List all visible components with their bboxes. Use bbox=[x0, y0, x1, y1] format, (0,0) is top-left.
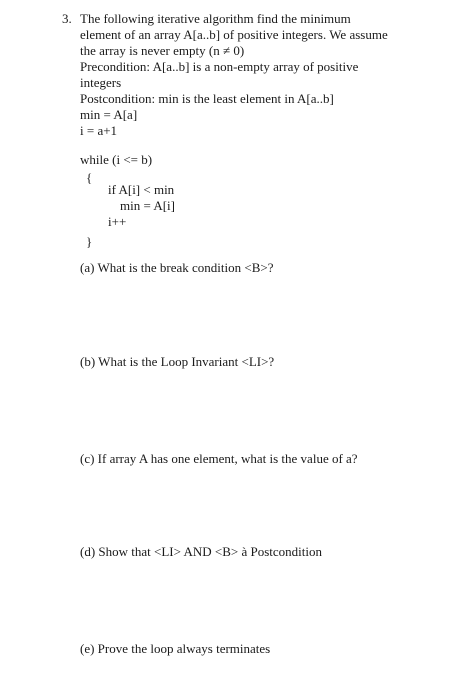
intro-line-2: element of an array A[a..b] of positive integers. We assume bbox=[80, 27, 388, 42]
close-brace: } bbox=[86, 234, 93, 249]
init-min-line: min = A[a] bbox=[80, 107, 138, 122]
precondition-line-2: integers bbox=[80, 75, 122, 90]
question-b: (b) What is the Loop Invariant <LI>? bbox=[80, 354, 275, 369]
if-line: if A[i] < min bbox=[108, 182, 175, 197]
while-line: while (i <= b) bbox=[80, 152, 153, 167]
question-c: (c) If array A has one element, what is the value of a? bbox=[80, 451, 358, 466]
open-brace: { bbox=[86, 170, 93, 185]
postcondition-line: Postcondition: min is the least element in A[a..b] bbox=[80, 91, 334, 106]
intro-line-3: the array is never empty (n ≠ 0) bbox=[80, 43, 245, 58]
init-i-line: i = a+1 bbox=[80, 123, 118, 138]
intro-line-1: The following iterative algorithm find the minimum bbox=[80, 11, 351, 26]
problem-statement bbox=[80, 11, 450, 139]
precondition-line-1: Precondition: A[a..b] is a non-empty array of positive bbox=[80, 59, 359, 74]
question-d: (d) Show that <LI> AND <B> à Postcondition bbox=[80, 544, 323, 559]
assign-line: min = A[i] bbox=[120, 198, 175, 213]
question-e: (e) Prove the loop always terminates bbox=[80, 641, 271, 656]
question-number: 3. bbox=[62, 11, 72, 26]
question-a: (a) What is the break condition <B>? bbox=[80, 260, 274, 275]
increment-line: i++ bbox=[108, 214, 127, 229]
